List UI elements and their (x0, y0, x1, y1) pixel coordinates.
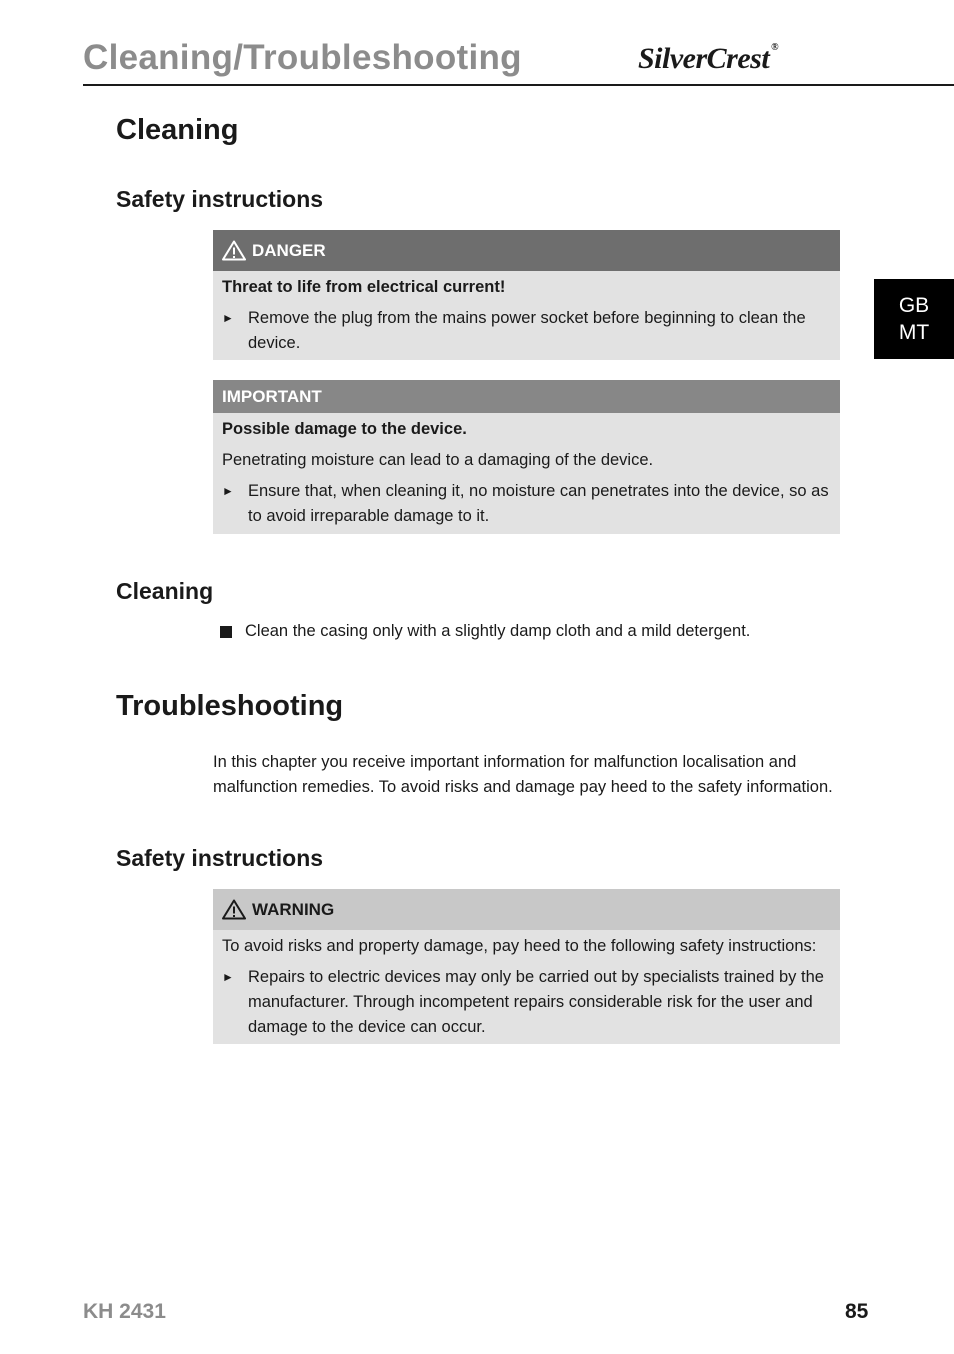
warning-bullet (222, 965, 831, 1040)
language-code-gb: GB (898, 294, 930, 317)
language-code-mt: MT (898, 321, 930, 344)
danger-title: Threat to life from electrical current! (222, 278, 506, 296)
brand-logo: SilverCrest ® (638, 42, 779, 75)
danger-box-body (213, 271, 840, 361)
important-box-header (213, 380, 840, 413)
safety-instructions-heading: Safety instructions (116, 845, 324, 871)
cleaning-subheading: Cleaning (116, 578, 214, 604)
warning-box-header (213, 889, 840, 930)
section-heading-troubleshooting: Troubleshooting (116, 690, 344, 722)
language-tab (874, 279, 954, 359)
troubleshooting-intro: In this chapter you receive important information for malfunction localisation and malfunction remedies. To avoid risks and damage pay heed to the safety information. (213, 753, 833, 796)
square-bullet-icon (220, 626, 232, 638)
important-bullet (222, 479, 831, 529)
warning-label: WARNING (252, 900, 335, 919)
important-bullet-text: Ensure that, when cleaning it, no moisture can penetrates into the device, so as to avoid irreparable damage to it. (248, 482, 829, 525)
important-title: Possible damage to the device. (222, 420, 467, 438)
warning-box (213, 889, 840, 1044)
section-heading-cleaning: Cleaning (116, 114, 239, 146)
footer-model-number: KH 2431 (83, 1300, 166, 1323)
important-box-body (213, 413, 840, 534)
important-box (213, 380, 840, 534)
cleaning-item-text: Clean the casing only with a slightly damp cloth and a mild detergent. (245, 622, 751, 640)
important-text: Penetrating moisture can lead to a damaging of the device. (222, 451, 654, 469)
warning-text: To avoid risks and property damage, pay heed to the following safety instructions: (222, 937, 817, 955)
footer-page-number: 85 (845, 1300, 869, 1323)
danger-box-header (213, 230, 840, 271)
arrow-right-icon: ► (222, 311, 234, 325)
danger-box (213, 230, 840, 360)
page-header-title: Cleaning/Troubleshooting (83, 38, 522, 77)
safety-instructions-heading: Safety instructions (116, 186, 324, 212)
warning-bullet-text: Repairs to electric devices may only be carried out by specialists trained by the manufacturer. Through incompetent repairs considerable risk for the user and damage to the device can occur. (248, 968, 824, 1036)
arrow-right-icon: ► (222, 484, 234, 498)
danger-bullet (222, 306, 831, 356)
important-label: IMPORTANT (222, 387, 322, 406)
danger-bullet-text: Remove the plug from the mains power socket before beginning to clean the device. (248, 309, 806, 352)
warning-triangle-icon (222, 240, 246, 261)
arrow-right-icon: ► (222, 970, 234, 984)
header-divider (83, 84, 954, 86)
warning-triangle-icon (222, 899, 246, 920)
warning-box-body (213, 930, 840, 1045)
danger-label: DANGER (252, 241, 326, 260)
list-item (220, 622, 750, 641)
